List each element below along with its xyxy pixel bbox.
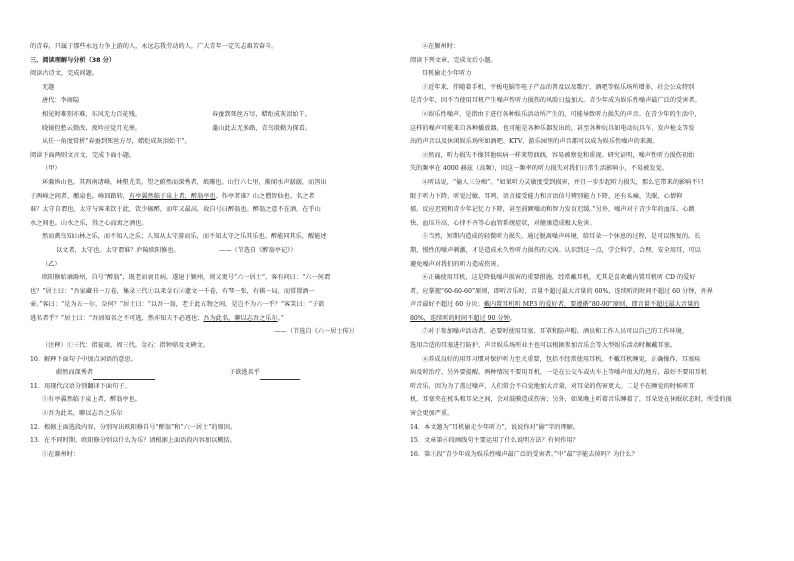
paragraph-1: ①近年来，伴随着手机、平板电脑等电子产品的普及以及歌厅、酒吧等娱乐场所增多，社会公众特别 xyxy=(422,83,695,91)
question-11: 11．用现代汉语分别翻译下面句子。 xyxy=(30,382,131,390)
question-13: 13．在不同时期，欧阳修分别以什么为乐？请根据上面语段内容加以概括。 xyxy=(30,437,236,445)
passage-yi-line: 壶。”客曰：“是为五一尔，奈何？”居士曰：“以吾一翁，老于此五物之间，是岂不为六一乎？”客笑曰：“子欲 xyxy=(30,301,325,309)
read-instruction-2: 阅读下列文章，完成文后小题。 xyxy=(410,56,497,64)
underlined-sentence: 戴内置耳机听 MP3 的爱好者，要遵循“80-90”原则，即音量不超过最大音量的 xyxy=(483,301,700,309)
answer-blank[interactable] xyxy=(93,372,155,380)
question-14: 14．本文题为“耳机偷走少年听力”，说说你对“偷”字的理解。 xyxy=(410,423,580,431)
passage-yi-line: 也？”居士曰：“吾家藏书一万卷，集录三代①以来金石②遗文一千卷，有琴一张，有棋一局，而常置酒一 xyxy=(30,287,315,295)
source-yi: ——（节选自《六一居士传》） xyxy=(274,328,358,336)
poem-question: 从任一角度赏析“春蚕到死丝方尽，蜡炬成灰泪始干”。 xyxy=(42,138,191,146)
passage-jia-line: 环滁皆山也。其西南诸峰，林壑尤美，望之蔚然而深秀者，琅琊也。山行六七里，渐闻水声潺潺，而泻出 xyxy=(42,178,327,186)
underlined-sentence: 有亭翼然临于泉上者，醉翁亭也 xyxy=(129,192,216,200)
article-title: 耳机偷走少年听力 xyxy=(422,70,472,78)
paragraph-6: 80%，连续听的时间不超过 90 分钟。 xyxy=(410,314,516,322)
poem-author: 唐代：李商隐 xyxy=(42,97,80,105)
paragraph-4: 快、血压升高，心律不齐等心血管系统症状，对健康造成极大危害。 xyxy=(410,219,596,227)
question-10: 10．解释下面句子中加点词语的意思。 xyxy=(30,355,137,363)
paragraph-8: 听音乐，因为为了盖过噪声，人们常会不自觉地加大音量，对耳朵的伤害更大。二是不在睡觉的时候听耳 xyxy=(410,382,695,390)
paragraph-6: 声音最好不超过 60 分贝；戴内置耳机听 MP3 的爱好者，要遵循“80-90”原则，即音量不超过最大音量的 xyxy=(410,301,700,309)
poem-line-2: 晓镜但愁云鬓改，夜吟应觉月光寒。 蓬山此去无多路，青鸟殷勤为探看。 xyxy=(42,124,311,132)
passage-jia-line: 以文者，太守也。太守谓谁？庐陵欧阳修也。 ——（节选自《醉翁亭记》） xyxy=(56,246,297,254)
paragraph-3: 失的频率在 4000 赫兹（高频），因这一频率的听力损失对我们日常生活影响小，不易被发觉。 xyxy=(410,165,668,173)
paragraph-8: 机，耳塞夹在枕头和耳朵之间，会对鼓膜造成伤害；另外，如果晚上听着音乐睡着了，耳朵处在休眠状态时，所受的损 xyxy=(410,396,732,404)
paragraph-8: ⑧养成良好的用耳习惯对保护听力至关重要，包括不经常使用耳机、不戴耳机睡觉，正确操作，耳塞疾 xyxy=(422,355,701,363)
question-16: 16．第①段“青少年成为娱乐性噪声最广泛的受害者。”中“最”字能去掉吗？为什么？ xyxy=(410,450,638,458)
answer-blank[interactable] xyxy=(260,372,300,380)
paragraph-3: ③然而，听力损失不像其他疾病一样来势汹汹，容易被察觉和重视。研究证明，噪声性听力损伤初始 xyxy=(422,151,695,159)
passage-jia-label: （甲） xyxy=(42,165,61,173)
passage-yi-line: 欧阳修始谪滁州，自号“醉翁”，既老而衰且病，遂退于颍州，则又更号“六一居士”。客有问曰：“六一何谓 xyxy=(42,274,331,282)
source-jia: ——（节选自《醉翁亭记》） xyxy=(219,246,297,254)
passage-jia-line: 于两峰之间者，酿泉也。峰回路转，有亭翼然临于泉上者，醉翁亭也。作亭者谁？山之僧智仙也。名之者 xyxy=(30,192,315,200)
intro-end: 的青春，只属于那些永远力争上游的人，永远忘我劳动的人。广大青年一定矢志艰苦奋斗。 xyxy=(30,43,278,50)
question-11-a: ①有亭翼然临于泉上者，醉翁亭也。 xyxy=(42,396,141,404)
left-column xyxy=(30,40,394,461)
passage-jia-line: 水之间也。山水之乐，得之心而寓之酒也。 xyxy=(30,219,148,227)
paragraph-7: 选用合适的耳塞进行防护，声音娱乐场所业主也可以根据参加音乐会等大型娱乐活动时佩戴耳塞。 xyxy=(410,342,677,350)
poem-line-1: 相见时难别亦难，东风无力百花残。 春蚕到死丝方尽，蜡炬成灰泪始干。 xyxy=(42,110,311,118)
paragraph-4: 郁，反应迟钝和青少年记忆力下降，甚至前额噪动和智力发育迟缓。”另外，噪声对于青少年的血压、心跳 xyxy=(410,206,695,214)
passage-jia-line: 然而禽鸟知山林之乐，而不知人之乐；人知从太守游而乐，而不知太守之乐其乐也。醉能同其乐，醒能述 xyxy=(42,233,327,241)
paragraph-8: 害会更加严重。 xyxy=(410,410,454,418)
underlined-sentence: 吾为此名，聊以志吾之乐尔 xyxy=(203,314,278,322)
read-instruction: 阅读古诗文，完成问题。 xyxy=(30,70,99,78)
question-12: 12．根据上面选段内容，分别写出欧阳修自号“醉翁”和“六一居士”的原因。 xyxy=(30,423,237,431)
classical-instruction: 阅读下面两则文言文，完成下面小题。 xyxy=(30,151,136,159)
paragraph-5: 避免噪声对我们的听力造成伤害。 xyxy=(410,260,503,268)
paragraph-8: 病及时治疗。另外要提醒，两种情况不要用耳机，一是在公交车或火车上等噪声很大的地方，最好不要用耳机 xyxy=(410,369,707,377)
paragraph-4: ④听话说，“偷人三分痴”。“如果听力灵敏度受到损害，并且一步步起听力损失，那么它带来的影响不只 xyxy=(422,178,704,186)
paragraph-6: 者，应掌握“60-60-60”原则，即听音乐时，音量不超过最大音量的 60%，连续听的时间不超过 60 分钟，外界 xyxy=(410,287,713,295)
right-column xyxy=(410,40,770,461)
passage-jia-line: 谁？太守自谓也。太守与客来饮于此，饮少辄醉，而年又最高，故自号曰醉翁也。醉翁之意不在酒，在乎山 xyxy=(30,206,321,214)
annotation-note: （注释）①三代：指夏商、周三代。金石：指钟鼎及文碑文。 xyxy=(42,342,210,350)
paragraph-2: ②娱乐性噪声，是指由于进行各种娱乐活动所产生的、可能导致听力损失的声音。在青少年的生活中， xyxy=(422,110,701,118)
paragraph-2: 出的声音以及休闲娱乐场所如酒吧、KTV、游乐园里的声音都可以成为娱乐性噪声的来源。 xyxy=(410,138,659,146)
question-11-b: ②吾为此名，聊以志吾之乐尔 xyxy=(42,410,123,418)
paragraph-6: ⑥正确使用耳机，这是降低噪声损害的重要措施。经常戴耳机，尤其是喜欢戴内置耳机听 CD 的爱好 xyxy=(422,274,696,282)
underlined-sentence: 80%，连续听的时间不超过 90 分钟 xyxy=(410,314,510,322)
passage-yi-label: （乙） xyxy=(42,260,61,268)
passage-yi-line: 逃名者乎？”居士曰：“吾固知名之不可逃，然亦知夫不必逃也；吾为此名，聊以志吾之乐尔。” xyxy=(30,314,284,322)
paragraph-1: 是青少年，因不当使用耳机产生噪声性听力损伤的风险日益加大。青少年成为娱乐性噪声最广泛的受害者。 xyxy=(410,97,701,105)
paragraph-2: 这样的噪声可能来自各种播放器，也可能是各种乐器发出的，甚至各种玩具如电动玩具车、发声枪支等发 xyxy=(410,124,695,132)
paragraph-5: 期、慢性的噪声刺激，才是造成永久性听力损伤的元凶。认识到这一点，学会科学、合理、安全用耳，可以 xyxy=(410,246,701,254)
paragraph-5: ⑤当然，短期内造成的轻微听力损失，通过脱离噪声环境、给耳朵一个休息的过程，是可以恢复的。长 xyxy=(422,233,701,241)
paragraph-7: ⑦对于参加噪声活动者，必要时使用耳塞、耳罩和防声帽。酒员和工作人员可以自己的工作环境， xyxy=(422,328,689,336)
question-13-a: ①在滁州时： xyxy=(42,450,80,458)
question-10-items: 蔚然而深秀者 子欲逃名乎 xyxy=(30,366,394,380)
poem-title: 无题 xyxy=(42,83,55,91)
section-title: 三、阅读理解与分析（38 分） xyxy=(30,56,116,64)
paragraph-4: 限于听力下降、听觉过敏、耳鸣，语言接受能力和言语信号辨别能力下降，还有头痛、失眠、心情抑 xyxy=(410,192,683,200)
question-13-b: ②在颍州时： xyxy=(422,43,460,50)
question-15: 15．文章第⑥段画线句主要运用了什么说明方法？有何作用？ xyxy=(410,437,579,445)
